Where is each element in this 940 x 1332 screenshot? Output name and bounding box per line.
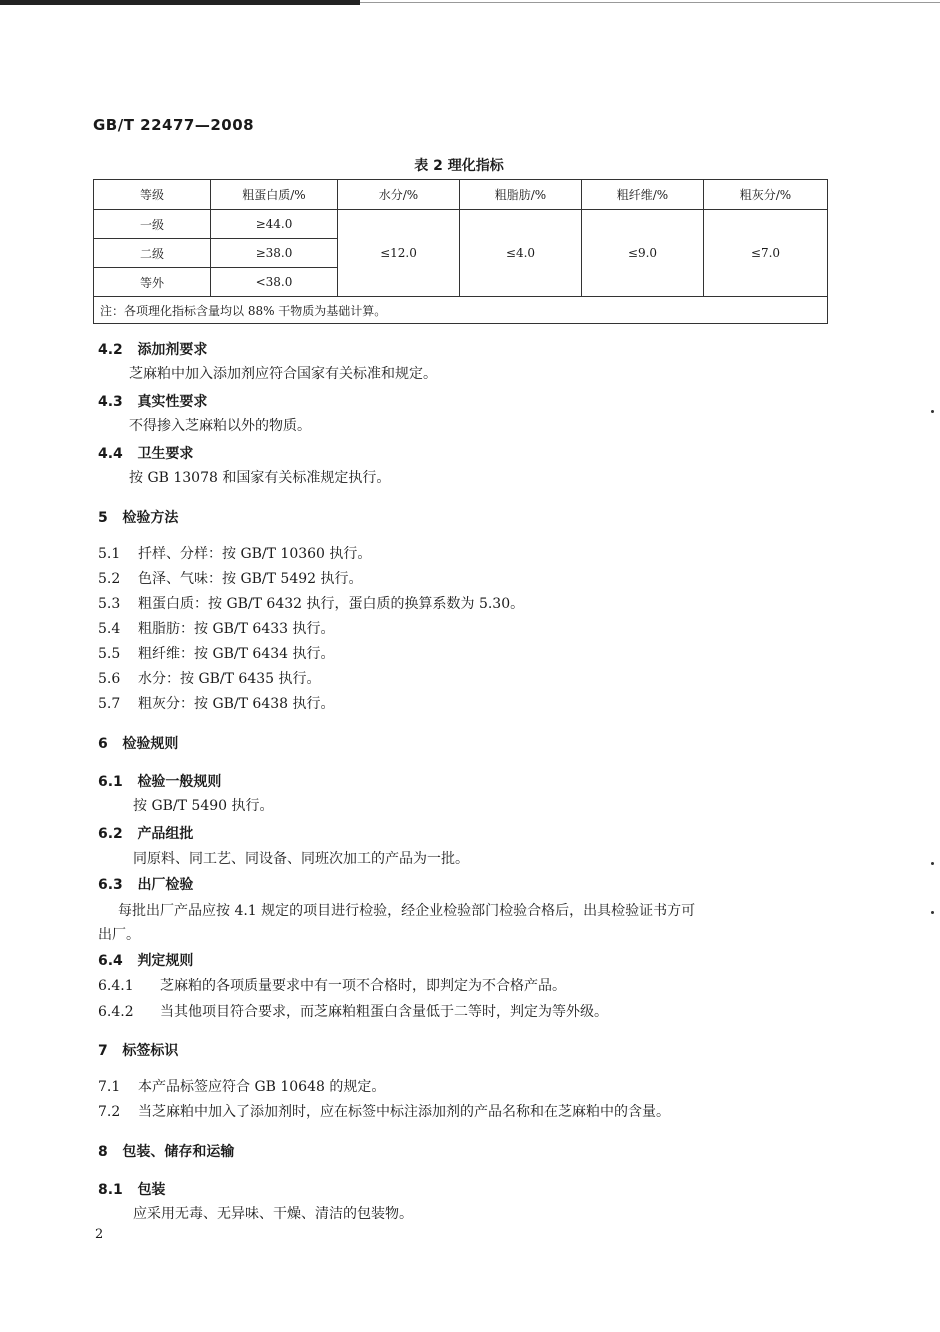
section-5-5: 5.5 粗纤维：按 GB/T 6434 执行。 [98,646,335,662]
standard-number: GB/T 22477—2008 [93,116,255,134]
fiber-cell: ≤9.0 [582,210,704,297]
protein-cell: ≥44.0 [211,210,338,239]
moisture-cell: ≤12.0 [338,210,460,297]
section-6-1-heading: 6.1 检验一般规则 [98,774,222,790]
table-note: 注：各项理化指标含量均以 88% 干物质为基础计算。 [94,297,828,324]
grade-cell: 一级 [94,210,211,239]
section-6-heading: 6 检验规则 [98,736,179,752]
section-4-3-text: 不得掺入芝麻粕以外的物质。 [129,418,311,434]
scan-top-edge [0,0,360,5]
header-fat: 粗脂肪/% [460,180,582,210]
protein-cell: <38.0 [211,268,338,297]
header-ash: 粗灰分/% [704,180,828,210]
section-4-4-text: 按 GB 13078 和国家有关标准规定执行。 [129,470,391,486]
section-5-6: 5.6 水分：按 GB/T 6435 执行。 [98,671,321,687]
section-7-heading: 7 标签标识 [98,1043,179,1059]
section-5-heading: 5 检验方法 [98,510,179,526]
section-4-3-heading: 4.3 真实性要求 [98,394,208,410]
section-6-1-text: 按 GB/T 5490 执行。 [133,798,274,814]
protein-cell: ≥38.0 [211,239,338,268]
header-moisture: 水分/% [338,180,460,210]
table-note-row [94,297,828,324]
section-8-heading: 8 包装、储存和运输 [98,1144,235,1160]
section-8-1-text: 应采用无毒、无异味、干燥、清洁的包装物。 [133,1206,413,1222]
scan-top-line [360,2,940,3]
table-header-row [94,180,828,210]
section-5-1: 5.1 扦样、分样：按 GB/T 10360 执行。 [98,546,372,562]
section-6-3-text-cont: 出厂。 [98,927,140,943]
table-row [94,210,828,239]
scan-speck [931,862,934,865]
section-6-4-1: 6.4.1 芝麻粕的各项质量要求中有一项不合格时，即判定为不合格产品。 [98,978,566,994]
section-6-3-heading: 6.3 出厂检验 [98,877,194,893]
header-protein: 粗蛋白质/% [211,180,338,210]
section-6-3-text: 每批出厂产品应按 4.1 规定的项目进行检验，经企业检验部门检验合格后，出具检验证书方可 [118,903,696,919]
header-grade: 等级 [94,180,211,210]
scan-speck [931,911,934,914]
section-8-1-heading: 8.1 包装 [98,1182,166,1198]
section-6-4-2: 6.4.2 当其他项目符合要求，而芝麻粕粗蛋白含量低于二等时，判定为等外级。 [98,1004,608,1020]
section-7-1: 7.1 本产品标签应符合 GB 10648 的规定。 [98,1079,386,1095]
section-6-4-heading: 6.4 判定规则 [98,953,194,969]
grade-cell: 二级 [94,239,211,268]
section-6-2-text: 同原料、同工艺、同设备、同班次加工的产品为一批。 [133,851,469,867]
section-4-4-heading: 4.4 卫生要求 [98,446,194,462]
table-caption: 表 2 理化指标 [414,158,504,174]
fat-cell: ≤4.0 [460,210,582,297]
section-4-2-heading: 4.2 添加剂要求 [98,342,208,358]
section-7-2: 7.2 当芝麻粕中加入了添加剂时，应在标签中标注添加剂的产品名称和在芝麻粕中的含量。 [98,1104,670,1120]
header-fiber: 粗纤维/% [582,180,704,210]
section-5-4: 5.4 粗脂肪：按 GB/T 6433 执行。 [98,621,335,637]
section-5-3: 5.3 粗蛋白质：按 GB/T 6432 执行，蛋白质的换算系数为 5.30。 [98,596,525,612]
grade-cell: 等外 [94,268,211,297]
section-4-2-text: 芝麻粕中加入添加剂应符合国家有关标准和规定。 [129,366,437,382]
page-number: 2 [95,1227,104,1242]
section-5-7: 5.7 粗灰分：按 GB/T 6438 执行。 [98,696,335,712]
section-6-2-heading: 6.2 产品组批 [98,826,194,842]
section-5-2: 5.2 色泽、气味：按 GB/T 5492 执行。 [98,571,363,587]
ash-cell: ≤7.0 [704,210,828,297]
scan-speck [931,410,934,413]
physicochemical-table [93,179,828,324]
